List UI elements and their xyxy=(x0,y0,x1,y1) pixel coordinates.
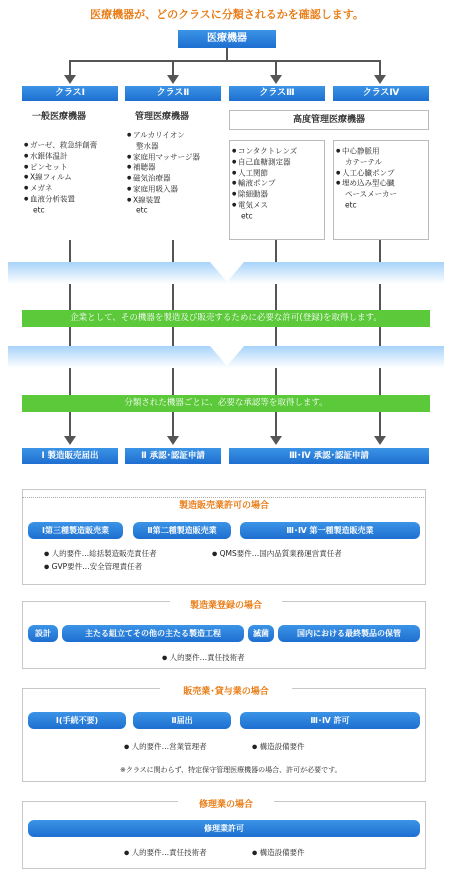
note-text: 人的要件…営業管理者 xyxy=(131,742,207,751)
class-2-header: クラスⅡ xyxy=(125,86,221,101)
step-2-banner: 分類された機器ごとに、必要な承認等を取得します。 xyxy=(22,395,430,412)
flow-band-notch xyxy=(210,346,244,366)
note: ● 人的要件…総括製造販売責任者 xyxy=(44,549,157,558)
note-text: 人的要件…総括製造販売責任者 xyxy=(51,549,157,558)
note-text: 構造設備要件 xyxy=(259,742,305,751)
list-item: カテーテル xyxy=(345,157,383,166)
list-item: ● 家庭用吸入器 xyxy=(127,184,221,195)
section-heading: 修理業の場合 xyxy=(178,797,274,810)
list-item: ● メガネ xyxy=(24,183,118,194)
result-class-2: Ⅱ 承認･認証申請 xyxy=(125,448,221,464)
pill: 設計 xyxy=(28,625,58,642)
pill: 主たる組立てその他の主たる製造工程 xyxy=(62,625,244,642)
note: ● 人的要件…責任技術者 xyxy=(162,653,245,662)
list-item: ペースメーカー xyxy=(345,189,397,199)
list-item: ● 家庭用マッサージ器 xyxy=(127,152,221,163)
note: ● 人的要件…責任技術者 xyxy=(124,848,207,857)
pill: 滅菌 xyxy=(248,625,274,642)
note: ● 人的要件…営業管理者 xyxy=(124,742,207,751)
list-item: ● 輸液ポンプ xyxy=(232,178,324,189)
list-item-etc: etc xyxy=(33,204,45,214)
list-item: ● 血液分析装置 xyxy=(24,194,118,205)
list-item: ● 人工心臓ポンプ xyxy=(336,168,428,179)
class-1-category: 一般医療機器 xyxy=(32,112,87,122)
page-title: 医療機器が、どのクラスに分類されるかを確認します。 xyxy=(90,8,364,21)
list-item: 整水器 xyxy=(136,141,159,150)
list-item: ● 埋め込み型心臓 xyxy=(336,178,428,189)
arrow-icon xyxy=(167,436,179,445)
class-2-category: 管理医療機器 xyxy=(135,112,190,122)
connector xyxy=(226,48,228,60)
arrow-icon xyxy=(270,75,282,84)
footnote: ※クラスに関わらず、特定保守管理医療機器の場合、許可が必要です。 xyxy=(120,766,342,774)
note: ● 構造設備要件 xyxy=(252,742,305,751)
note-text: 人的要件…責任技術者 xyxy=(131,848,207,857)
list-item: ● 中心静脈用 xyxy=(336,146,428,157)
connector xyxy=(379,60,381,76)
note-text: GVP要件…安全管理責任者 xyxy=(51,562,143,571)
class-2-body xyxy=(125,103,221,238)
class-4-header: クラスⅣ xyxy=(333,86,429,101)
connector xyxy=(275,60,277,76)
class-4-body xyxy=(333,140,429,240)
list-item: ● ピンセット xyxy=(24,162,118,173)
list-item: ● 水銀体温計 xyxy=(24,151,118,162)
pill: 修理業許可 xyxy=(28,820,420,837)
arrow-icon xyxy=(270,436,282,445)
pill: Ⅰ第三種製造販売業 xyxy=(28,522,123,539)
section-heading: 製造業登録の場合 xyxy=(170,598,282,611)
section-heading: 販売業･貸与業の場合 xyxy=(160,684,292,697)
class-4-item-list xyxy=(336,146,428,211)
pill: Ⅱ第二種製造販売業 xyxy=(133,522,231,539)
pill: Ⅲ･Ⅳ 第一種製造販売業 xyxy=(240,522,420,539)
list-item: ● 磁気治療器 xyxy=(127,173,221,184)
pill: 国内における最終製品の保管 xyxy=(278,625,420,642)
list-item: ● 人工関節 xyxy=(232,168,324,179)
connector xyxy=(172,60,174,76)
class-1-body xyxy=(22,103,118,238)
class-2-item-list xyxy=(125,130,221,216)
class-3-4-category: 高度管理医療機器 xyxy=(229,110,429,130)
list-item: ● ガーゼ、救急絆創膏 xyxy=(24,140,118,151)
class-1-item-list xyxy=(22,140,118,215)
class-3-header: クラスⅢ xyxy=(229,86,325,101)
arrow-icon xyxy=(64,436,76,445)
list-item: ● アルカリイオン xyxy=(127,130,221,141)
note: ● GVP要件…安全管理責任者 xyxy=(44,562,143,571)
pill: Ⅱ届出 xyxy=(133,712,231,729)
pill: Ⅲ･Ⅳ 許可 xyxy=(240,712,420,729)
note-text: 構造設備要件 xyxy=(259,848,305,857)
note-text: QMS要件…国内品質業務運営責任者 xyxy=(219,549,342,558)
list-item: ● コンタクトレンズ xyxy=(232,146,324,157)
list-item: ● 電気メス xyxy=(232,200,324,211)
connector xyxy=(69,60,71,76)
result-class-3-4: Ⅲ･Ⅳ 承認･認証申請 xyxy=(229,448,429,464)
arrow-icon xyxy=(64,75,76,84)
list-item-etc: etc xyxy=(345,200,357,209)
class-3-body xyxy=(229,140,325,240)
class-1-header: クラスⅠ xyxy=(22,86,118,101)
arrow-icon xyxy=(374,436,386,445)
list-item-etc: etc xyxy=(241,210,253,220)
list-item: ● 除細動器 xyxy=(232,189,324,200)
flow-band-notch xyxy=(210,262,244,282)
list-item-etc: etc xyxy=(136,205,148,215)
list-item: ● X線フィルム xyxy=(24,172,118,183)
result-class-1: Ⅰ 製造販売届出 xyxy=(22,448,118,464)
note-text: 人的要件…責任技術者 xyxy=(169,653,245,662)
note: ● QMS要件…国内品質業務運営責任者 xyxy=(212,549,342,558)
note: ● 構造設備要件 xyxy=(252,848,305,857)
arrow-icon xyxy=(167,75,179,84)
step-1-banner: 企業として、その機器を製造及び販売するために必要な許可(登録)を取得します。 xyxy=(22,310,430,327)
section-heading: 製造販売業許可の場合 xyxy=(178,501,269,511)
list-item: ● 自己血糖測定器 xyxy=(232,157,324,168)
connector xyxy=(69,60,381,62)
arrow-icon xyxy=(374,75,386,84)
list-item: ● X線装置 xyxy=(127,195,221,206)
list-item: ● 補聴器 xyxy=(127,162,221,173)
root-node-medical-devices: 医療機器 xyxy=(178,30,276,48)
class-3-item-list xyxy=(232,146,324,221)
pill: Ⅰ(手続不要) xyxy=(28,712,126,729)
